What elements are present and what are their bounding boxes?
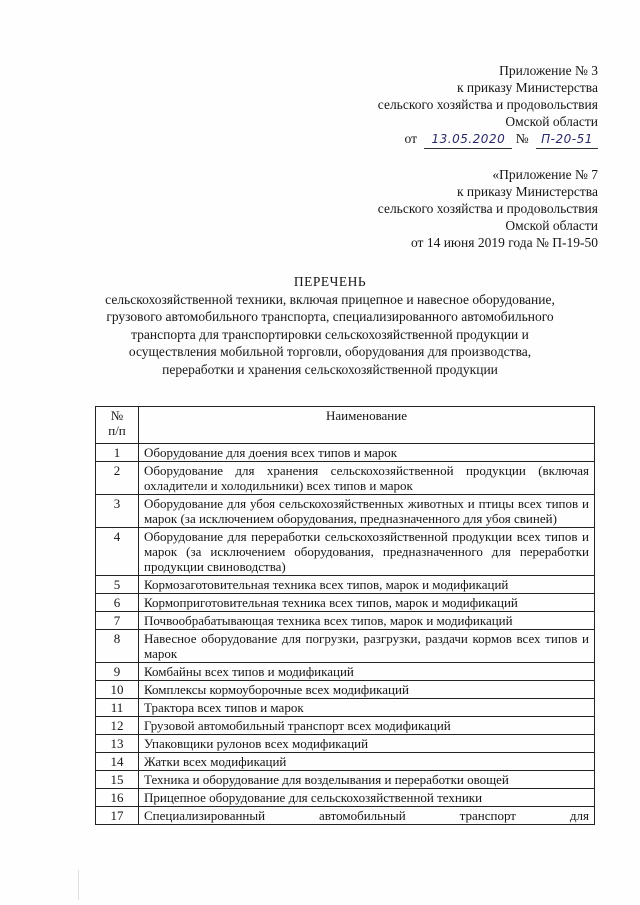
row-name: Трактора всех типов и марок [139,699,595,717]
table-row [96,495,595,528]
equipment-table [95,406,595,825]
row-name: Оборудование для убоя сельскохозяйственных животных и птицы всех типов и марок (за исключением оборудования, предназначенного для убоя свиней) [139,495,595,528]
table-row [96,612,595,630]
table-row [96,789,595,807]
header-name: Наименование [139,407,595,444]
appendix-3-date-number-line [278,130,598,149]
document-title [60,273,600,378]
row-number: 10 [96,681,139,699]
row-name: Грузовой автомобильный транспорт всех модификаций [139,717,595,735]
row-name: Комбайны всех типов и модификаций [139,663,595,681]
row-number: 17 [96,807,139,825]
row-name: Оборудование для переработки сельскохозяйственной продукции всех типов и марок (за исключением оборудования, предназначенного для переработки продукции свиноводства) [139,528,595,576]
header-number-symbol: № [110,408,124,423]
row-number: 2 [96,462,139,495]
table-row [96,444,595,462]
row-name: Специализированный автомобильный транспорт для [139,807,595,825]
table-row [96,462,595,495]
row-number: 12 [96,717,139,735]
row-number: 5 [96,576,139,594]
appendix-3-title: Приложение № 3 [499,63,598,78]
table-body [96,444,595,825]
row-name: Техника и оборудование для возделывания и переработки овощей [139,771,595,789]
table-row [96,699,595,717]
row-name: Кормозаготовительная техника всех типов, марок и модификаций [139,576,595,594]
table-row [96,681,595,699]
row-name: Оборудование для хранения сельскохозяйственной продукции (включая охладители и холодильники) всех типов и марок [139,462,595,495]
header-number-abbr: п/п [108,423,126,438]
row-name: Навесное оборудование для погрузки, разгрузки, раздачи кормов всех типов и марок [139,630,595,663]
number-label: № [515,131,529,146]
row-number: 6 [96,594,139,612]
row-number: 4 [96,528,139,576]
table-row [96,753,595,771]
row-name: Почвообрабатывающая техника всех типов, марок и модификаций [139,612,595,630]
row-number: 11 [96,699,139,717]
handwritten-date-field [424,130,512,149]
header-number [96,407,139,444]
handwritten-number: П-20-51 [541,132,593,146]
table-header-row [96,407,595,444]
row-name: Упаковщики рулонов всех модификаций [139,735,595,753]
table-row [96,528,595,576]
row-name: Комплексы кормоуборочные всех модификаций [139,681,595,699]
row-number: 9 [96,663,139,681]
table-row [96,735,595,753]
appendix-7-order-line: к приказу Министерства [456,184,598,199]
appendix-3-order-line: к приказу Министерства [456,80,598,95]
table-row [96,594,595,612]
title-line: грузового автомобильного транспорта, специализированного автомобильного [106,309,554,324]
appendix-7-ministry-line: сельского хозяйства и продовольствия [377,201,598,216]
appendix-3-header [278,62,598,149]
row-number: 7 [96,612,139,630]
row-number: 14 [96,753,139,771]
appendix-7-header [278,166,598,251]
appendix-3-ministry-line: сельского хозяйства и продовольствия [377,97,598,112]
row-name: Кормоприготовительная техника всех типов, марок и модификаций [139,594,595,612]
from-label: от [404,131,417,146]
title-heading: ПЕРЕЧЕНЬ [293,274,367,289]
appendix-7-title: «Приложение № 7 [492,167,598,182]
handwritten-date: 13.05.2020 [431,132,506,146]
handwritten-number-field [536,130,598,149]
title-line: осуществления мобильной торговли, оборудования для производства, [128,344,532,359]
scan-artifact [78,870,79,900]
table-row [96,630,595,663]
row-number: 3 [96,495,139,528]
row-name: Оборудование для доения всех типов и марок [139,444,595,462]
row-name: Прицепное оборудование для сельскохозяйственной техники [139,789,595,807]
title-line: сельскохозяйственной техники, включая прицепное и навесное оборудование, [105,291,555,307]
appendix-7-date-line: от 14 июня 2019 года № П-19-50 [410,235,598,250]
appendix-7-region-line: Омской области [505,218,598,233]
table-row [96,663,595,681]
row-number: 13 [96,735,139,753]
table-row [96,807,595,825]
row-number: 15 [96,771,139,789]
appendix-3-region-line: Омской области [505,114,598,129]
row-name: Жатки всех модификаций [139,753,595,771]
row-number: 1 [96,444,139,462]
table-row [96,717,595,735]
title-line: переработки и хранения сельскохозяйственной продукции [162,361,498,377]
row-number: 8 [96,630,139,663]
table-row [96,576,595,594]
table-row [96,771,595,789]
title-line: транспорта для транспортировки сельскохозяйственной продукции и [131,326,529,342]
row-number: 16 [96,789,139,807]
